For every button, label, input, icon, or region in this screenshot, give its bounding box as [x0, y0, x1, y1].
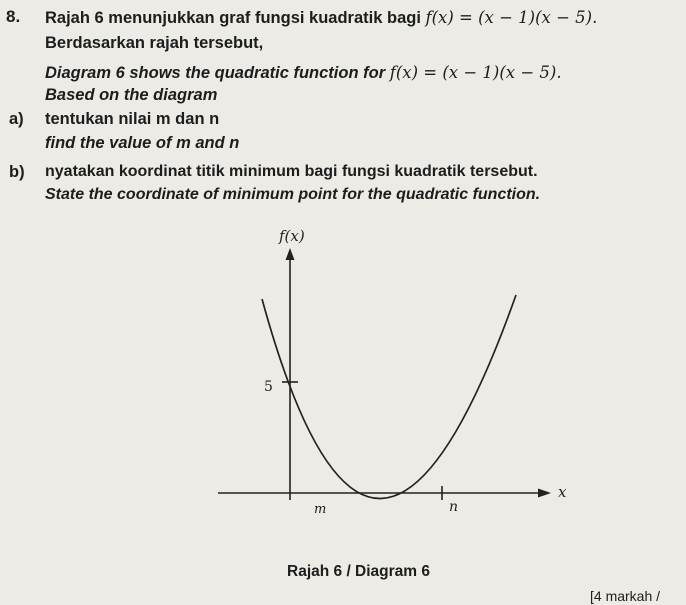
part-a-malay: tentukan nilai m dan n	[45, 110, 220, 128]
x-axis-arrow	[538, 489, 551, 498]
y-axis-arrow	[286, 248, 295, 260]
intro-english-formula: f(x) = (x − 1)(x − 5).	[389, 63, 562, 82]
parabola-curve	[262, 295, 516, 499]
diagram-caption: Rajah 6 / Diagram 6	[287, 563, 431, 580]
intro-malay-formula: f(x) = (x − 1)(x − 5).	[425, 8, 598, 27]
intro-malay-text: Rajah 6 menunjukkan graf fungsi kuadratik bagi	[45, 9, 421, 27]
intercept-label: 5	[264, 379, 273, 395]
part-b-malay: nyatakan koordinat titik minimum bagi fungsi kuadratik tersebut.	[45, 163, 538, 180]
part-a-label: a)	[9, 110, 24, 128]
intro-english-text: Diagram 6 shows the quadratic function for	[45, 64, 386, 82]
intro-malay-line2: Berdasarkan rajah tersebut,	[45, 34, 264, 52]
part-a-english: find the value of m and n	[45, 134, 240, 152]
intro-english-line2: Based on the diagram	[45, 86, 218, 104]
y-axis-label: f(x)	[279, 227, 305, 245]
x-axis-label: x	[558, 483, 567, 501]
marks-note: [4 markah /	[590, 588, 661, 604]
root-label-m: m	[314, 502, 327, 517]
root-label-n: n	[449, 499, 459, 515]
question-number: 8.	[6, 7, 21, 26]
part-b-label: b)	[9, 163, 25, 181]
part-b-english: State the coordinate of minimum point for the quadratic function.	[45, 186, 541, 203]
